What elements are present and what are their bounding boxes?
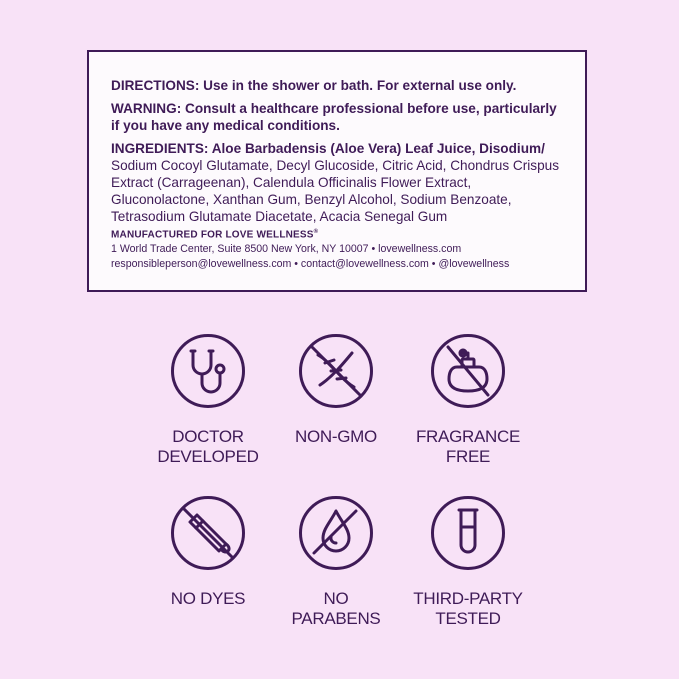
test-tube-icon (430, 495, 506, 571)
ingredients-list: Sodium Cocoyl Glutamate, Decyl Glucoside, Citric Acid, Chondrus Crispus Extract (Carrageenan), Calendula Officinalis Flower Extract, Gluconolactone, Xanthan Gum, Benzyl Alcohol, Sodium Benzoate, Tetrasodium Glutamate Diacetate, Acacia Senegal Gum (111, 158, 560, 224)
badge-label: NO PARABENS (291, 589, 381, 628)
warning-paragraph (111, 100, 565, 134)
badge-label: THIRD-PARTY TESTED (413, 589, 523, 628)
product-label-panel (87, 50, 587, 292)
warning-heading: WARNING: (111, 101, 182, 116)
no-paraben-drop-icon (298, 495, 374, 571)
badge-label: NO DYES (170, 589, 246, 608)
badge-third-party-tested (393, 495, 543, 628)
badge-label: NON-GMO (295, 427, 377, 446)
badge-label: FRAGRANCE FREE (415, 427, 521, 466)
registered-mark: ® (313, 229, 319, 235)
directions-heading: DIRECTIONS: (111, 78, 200, 93)
ingredients-bold-text: Aloe Barbadensis (Aloe Vera) Leaf Juice, Disodium/ (208, 141, 545, 156)
address-line: 1 World Trade Center, Suite 8500 New York, NY 10007 • lovewellness.com (111, 243, 462, 256)
manufacturer-title: MANUFACTURED FOR LOVE WELLNESS® (111, 229, 319, 241)
badge-fragrance-free (393, 333, 543, 466)
directions-text: Use in the shower or bath. For external use only. (199, 78, 517, 93)
badge-non-gmo (261, 333, 411, 447)
stethoscope-icon (170, 333, 246, 409)
badge-label: DOCTOR DEVELOPED (157, 427, 259, 466)
ingredients-heading: INGREDIENTS: (111, 141, 209, 156)
directions-paragraph (111, 77, 565, 94)
warning-text: Consult a healthcare professional before use, particularly if you have any medical conditions. (111, 101, 557, 133)
contact-line: responsibleperson@lovewellness.com • contact@lovewellness.com • @lovewellness (111, 258, 510, 271)
badge-no-parabens (261, 495, 411, 628)
no-dye-icon (170, 495, 246, 571)
perfume-bottle-icon (430, 333, 506, 409)
ingredients-paragraph (111, 140, 565, 225)
no-dna-icon (298, 333, 374, 409)
